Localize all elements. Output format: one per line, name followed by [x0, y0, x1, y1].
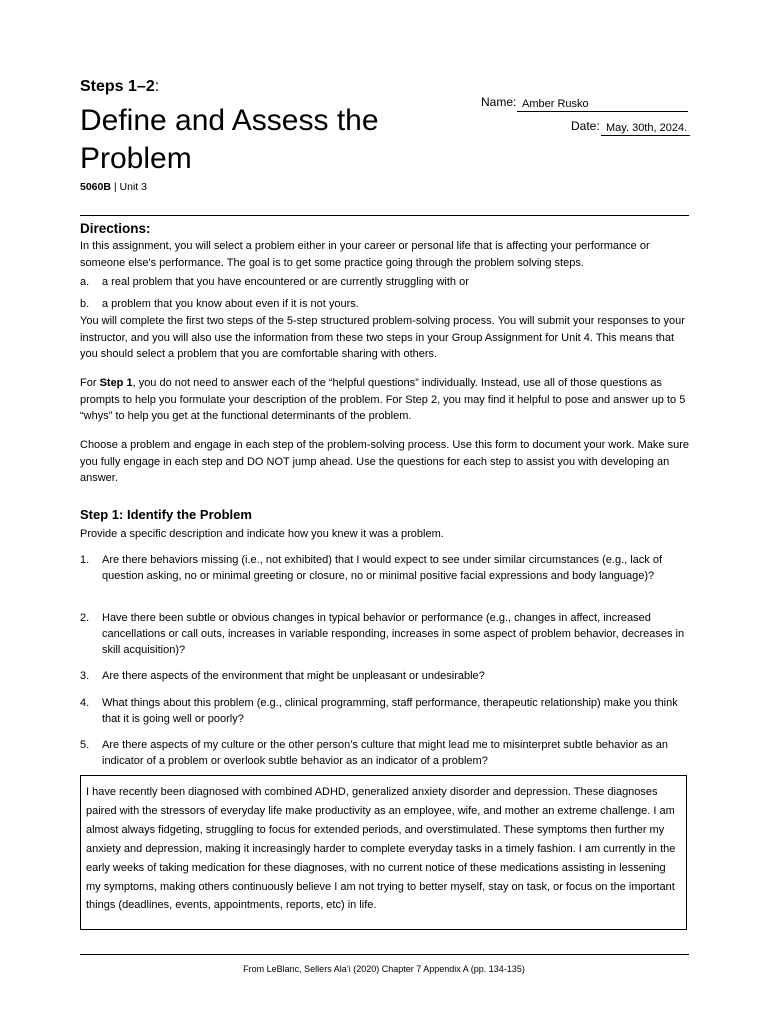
steps-kicker: Steps 1–2: — [80, 78, 160, 95]
step1-subtitle: Provide a specific description and indicate how you knew it was a problem. — [80, 528, 444, 540]
question-text: Are there aspects of the environment that might be unpleasant or undesirable? — [102, 670, 485, 682]
question-number: 1. — [80, 554, 90, 566]
question-4 — [80, 696, 692, 728]
step1-answer-box[interactable]: I have recently been diagnosed with combined ADHD, generalized anxiety disorder and depression. These diagnoses paired with the stressors of everyday life make productivity as an employee, wife, and mother an extreme challenge. I am almost always fidgeting, struggling to focus for extended periods, and overstimulated. These symptoms then further my anxiety and depression, making it increasingly harder to complete everyday tasks in a timely fashion. I am currently in the early weeks of taking medication for these diagnoses, with no current notice of these medications assisting in lessening my symptoms, making others continuously believe I am not trying to better myself, stay on task, or focus on the important things (deadlines, events, appointments, reports, etc) in life. — [80, 775, 687, 930]
question-text: Are there behaviors missing (i.e., not exhibited) that I would expect to see under similar circumstances (e.g., lack of question asking, no or minimal greeting or closure, no or minimal positive facial expressions and body language)? — [102, 554, 663, 582]
question-number: 4. — [80, 697, 90, 709]
question-text: What things about this problem (e.g., clinical programming, staff performance, therapeutic relationship) make you think that it is going well or poorly? — [102, 697, 678, 725]
option-marker: b. — [80, 298, 90, 310]
course-label: 5060B | Unit 3 — [80, 181, 147, 193]
directions-paragraph-step1: For Step 1, you do not need to answer each of the “helpful questions” individually. Instead, use all of those questions as prompts to help you formulate your description of the problem. For Step 2, you may find it helpful to pose and answer up to 5 “whys” to help you get at the functional determinants of the problem. — [80, 377, 686, 422]
header-divider — [80, 215, 689, 216]
step1-heading: Step 1: Identify the Problem — [80, 507, 252, 522]
directions-paragraph-choose: Choose a problem and engage in each step of the problem-solving process. Use this form to document your work. Make sure you fully engage in each step and DO NOT jump ahead. Use the questions for each step to assist you with developing an answer. — [80, 439, 689, 484]
date-value: May. 30th, 2024. — [601, 122, 690, 136]
option-marker: a. — [80, 276, 90, 288]
directions-heading: Directions: — [80, 221, 151, 236]
question-number: 3. — [80, 670, 90, 682]
footer-divider — [80, 954, 689, 955]
question-text: Have there been subtle or obvious changes in typical behavior or performance (e.g., changes in affect, increased cancellations or call outs, increases in variable responding, increases in some aspect of problem behavior, decreases in skill acquisition)? — [102, 612, 685, 656]
question-text: Are there aspects of my culture or the other person’s culture that might lead me to misinterpret subtle behavior as an indicator of a problem or overlook subtle behavior as an indicator of a problem? — [102, 739, 668, 767]
option-text: a problem that you know about even if it is not yours. — [102, 298, 359, 310]
directions-intro: In this assignment, you will select a problem either in your career or personal life that is affecting your performance or someone else's performance. The goal is to get some practice going through the problem solving steps. — [80, 240, 650, 269]
question-2 — [80, 611, 692, 659]
option-text: a real problem that you have encountered or are currently struggling with or — [102, 276, 469, 288]
directions-paragraph-complete: You will complete the first two steps of the 5-step structured problem-solving process. You will submit your responses to your instructor, and you will also use the information from these two steps in your Group Assignment for Unit 4. This means that you should select a problem that you are comfortable sharing with others. — [80, 315, 685, 360]
question-1 — [80, 553, 692, 601]
name-label: Name: — [481, 95, 517, 109]
question-number: 5. — [80, 739, 90, 751]
date-label: Date: — [571, 119, 600, 133]
footer-citation: From LeBlanc, Sellers Ala’i (2020) Chapter 7 Appendix A (pp. 134-135) — [243, 964, 525, 974]
question-5 — [80, 738, 692, 770]
question-number: 2. — [80, 612, 90, 624]
question-3 — [80, 669, 692, 685]
page-title: Define and Assess the Problem — [80, 104, 379, 175]
name-value: Amber Rusko — [517, 98, 688, 112]
